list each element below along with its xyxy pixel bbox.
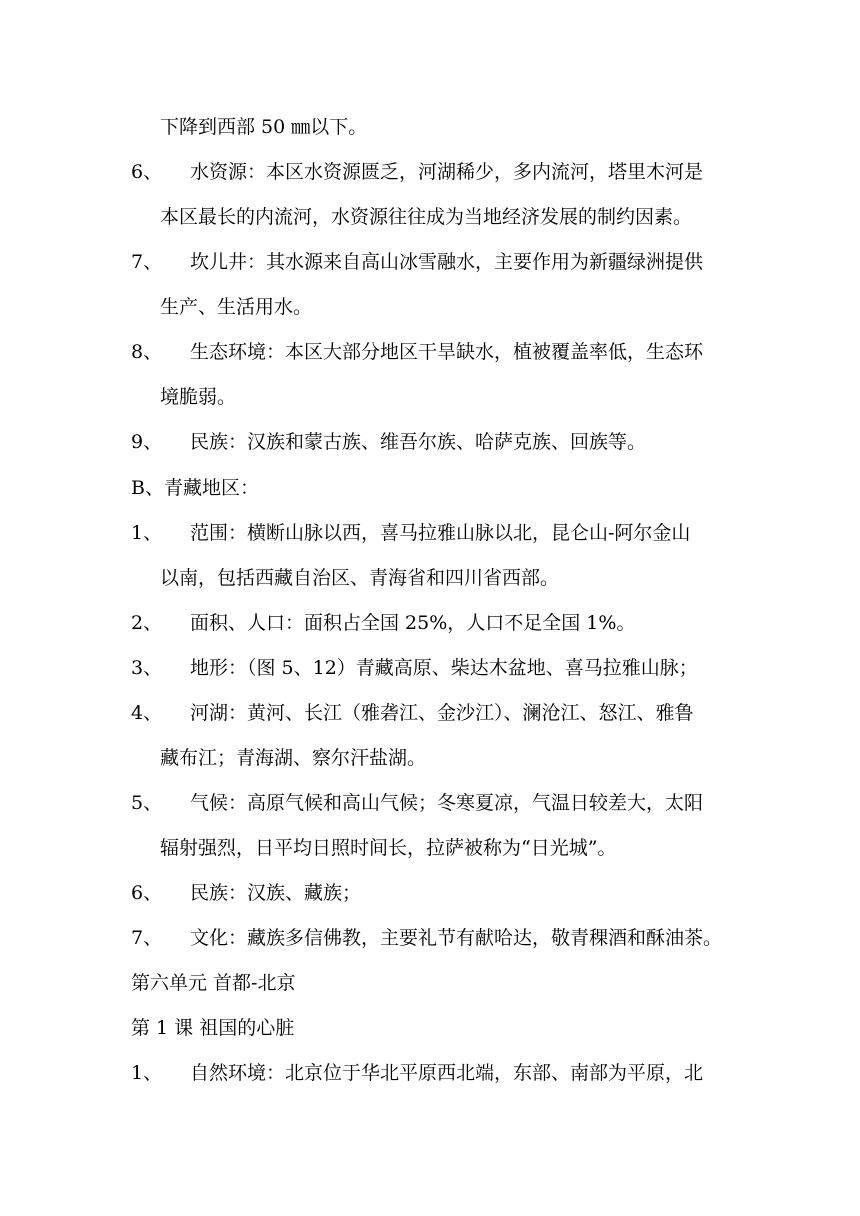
item-text: 民族：汉族和蒙古族、维吾尔族、哈萨克族、回族等。 — [190, 431, 647, 453]
item-text: 自然环境：北京位于华北平原西北端，东部、南部为平原，北 — [190, 1062, 704, 1084]
continuation-text: 辐射强烈，日平均日照时间长，拉萨被称为“日光城”。 — [160, 837, 617, 859]
item-number: 1、 — [131, 522, 163, 544]
item-number: 4、 — [131, 702, 163, 724]
continuation-text: 生产、生活用水。 — [160, 296, 313, 318]
item-number: 8、 — [131, 341, 163, 363]
continuation-text: 本区最长的内流河，水资源往往成为当地经济发展的制约因素。 — [160, 206, 693, 228]
item-text: 文化：藏族多信佛教，主要礼节有献哈达，敬青稞酒和酥油茶。 — [190, 927, 723, 949]
item-number: 2、 — [131, 612, 163, 634]
continuation-text: 境脆弱。 — [160, 386, 237, 408]
heading-text: B、青藏地区： — [131, 477, 259, 499]
item-text: 面积、人口：面积占全国 25%，人口不足全国 1%。 — [190, 612, 636, 634]
continuation-text: 下降到西部 50 ㎜以下。 — [160, 116, 368, 138]
item-text: 地形：（图 5、12）青藏高原、柴达木盆地、喜马拉雅山脉； — [190, 657, 698, 679]
item-text: 范围：横断山脉以西，喜马拉雅山脉以北，昆仑山-阿尔金山 — [190, 522, 691, 544]
item-number: 6、 — [131, 161, 163, 183]
continuation-text: 藏布江；青海湖、察尔汗盐湖。 — [160, 747, 427, 769]
item-number: 3、 — [131, 657, 163, 679]
item-number: 7、 — [131, 251, 163, 273]
item-text: 河湖：黄河、长江（雅砻江、金沙江）、澜沧江、怒江、雅鲁 — [190, 702, 694, 724]
item-text: 坎儿井：其水源来自高山冰雪融水，主要作用为新疆绿洲提供 — [190, 251, 704, 273]
item-number: 7、 — [131, 927, 163, 949]
heading-text: 第六单元 首都-北京 — [131, 972, 296, 994]
item-text: 水资源：本区水资源匮乏，河湖稀少，多内流河，塔里木河是 — [190, 161, 704, 183]
item-number: 9、 — [131, 431, 163, 453]
heading-text: 第 1 课 祖国的心脏 — [131, 1017, 295, 1039]
item-number: 6、 — [131, 882, 163, 904]
item-number: 1、 — [131, 1062, 163, 1084]
continuation-text: 以南，包括西藏自治区、青海省和四川省西部。 — [160, 567, 560, 589]
item-text: 气候：高原气候和高山气候；冬寒夏凉，气温日较差大，太阳 — [190, 792, 704, 814]
item-text: 生态环境：本区大部分地区干旱缺水，植被覆盖率低，生态环 — [190, 341, 704, 363]
item-text: 民族：汉族、藏族； — [190, 882, 362, 904]
item-number: 5、 — [131, 792, 163, 814]
